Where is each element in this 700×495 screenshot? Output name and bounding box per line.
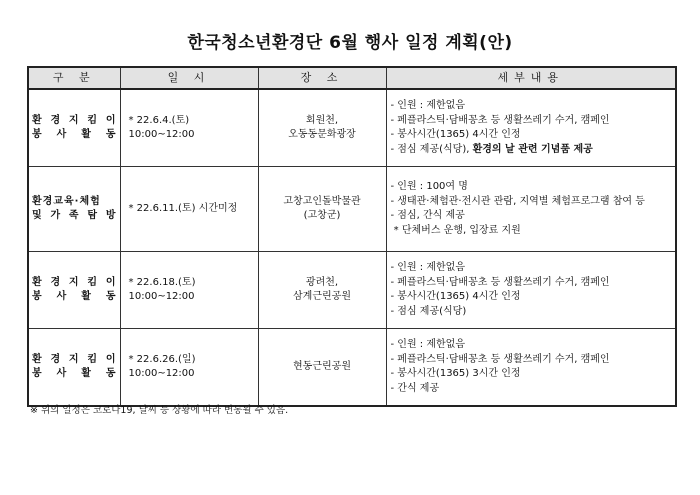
table-row (28, 329, 676, 407)
row-details (386, 167, 676, 252)
row-category (28, 167, 120, 252)
header-place: 장 소 (258, 67, 386, 89)
row-date: * 22.6.18.(토) 10:00~12:00 (120, 252, 258, 329)
detail-line: - 생태관·체험관·전시관 관람, 지역별 체험프로그램 참여 등 (390, 195, 645, 207)
detail-line: - 인원 : 제한없음 (390, 262, 465, 273)
place-line: 고창고인돌박물관 (283, 196, 361, 207)
category-line: 및 가 족 탐 방 (32, 210, 117, 221)
row-date: * 22.6.26.(일) 10:00~12:00 (120, 329, 258, 407)
row-category (28, 329, 120, 407)
detail-line: - 페플라스틱·담배꽁초 등 생활쓰레기 수거, 캠페인 (390, 353, 610, 365)
detail-line: - 점심 제공(식당) (390, 305, 467, 317)
row-place (258, 167, 386, 252)
row-category (28, 89, 120, 167)
category-line: 봉 사 활 동 (32, 129, 117, 140)
row-date: * 22.6.4.(토) 10:00~12:00 (120, 89, 258, 167)
detail-line: - 인원 : 100여 명 (390, 181, 468, 192)
row-place (258, 252, 386, 329)
detail-line: * 단체버스 운행, 입장료 지원 (390, 224, 521, 236)
row-category (28, 252, 120, 329)
place-line: 삼계근린공원 (293, 291, 351, 302)
footnote: ※ 위의 일정은 코로나19, 날씨 등 상황에 따라 변동될 수 있음. (30, 405, 289, 416)
detail-text: - 점심 제공(식당), (390, 143, 473, 155)
category-line: 봉 사 활 동 (32, 291, 117, 302)
page-title: 한국청소년환경단 6월 행사 일정 계획(안) (187, 33, 513, 53)
table-row (28, 167, 676, 252)
place-line: 광려천, (305, 277, 339, 288)
detail-line: - 봉사시간(1365) 4시간 인정 (390, 129, 521, 140)
place-line: 오동동문화광장 (288, 129, 356, 140)
row-place (258, 89, 386, 167)
row-details (386, 252, 676, 329)
detail-line: - 봉사시간(1365) 4시간 인정 (390, 291, 521, 302)
row-place (258, 329, 386, 407)
table-header-row (28, 67, 676, 89)
place-line: (고창군) (303, 210, 341, 221)
header-details: 세부내용 (386, 67, 676, 89)
place-line: 회원천, (305, 115, 339, 126)
table-row (28, 252, 676, 329)
detail-line: - 페플라스틱·담배꽁초 등 생활쓰레기 수거, 캠페인 (390, 276, 610, 288)
header-date: 일 시 (120, 67, 258, 89)
schedule-table (27, 66, 677, 407)
detail-line: - 인원 : 제한없음 (390, 339, 465, 350)
detail-line (391, 143, 672, 158)
category-line: 환 경 지 킴 이 (32, 354, 117, 365)
detail-line: - 간식 제공 (390, 382, 440, 394)
detail-line: - 인원 : 제한없음 (390, 100, 465, 111)
row-details (386, 329, 676, 407)
category-line: 봉 사 활 동 (32, 368, 117, 379)
row-date: * 22.6.11.(토) 시간미정 (120, 167, 258, 252)
detail-line: - 점심, 간식 제공 (390, 210, 465, 221)
detail-line: - 페플라스틱·담배꽁초 등 생활쓰레기 수거, 캠페인 (390, 114, 610, 126)
category-line: 환경교육·체험 (32, 196, 101, 207)
category-line: 환 경 지 킴 이 (32, 115, 117, 126)
detail-bold-text: 환경의 날 관련 기념품 제공 (472, 143, 593, 155)
place-line: 현동근린공원 (293, 361, 351, 372)
category-line: 환 경 지 킴 이 (32, 277, 117, 288)
row-details (386, 89, 676, 167)
header-category: 구 분 (28, 67, 120, 89)
table-row (28, 89, 676, 167)
detail-line: - 봉사시간(1365) 3시간 인정 (390, 368, 521, 379)
